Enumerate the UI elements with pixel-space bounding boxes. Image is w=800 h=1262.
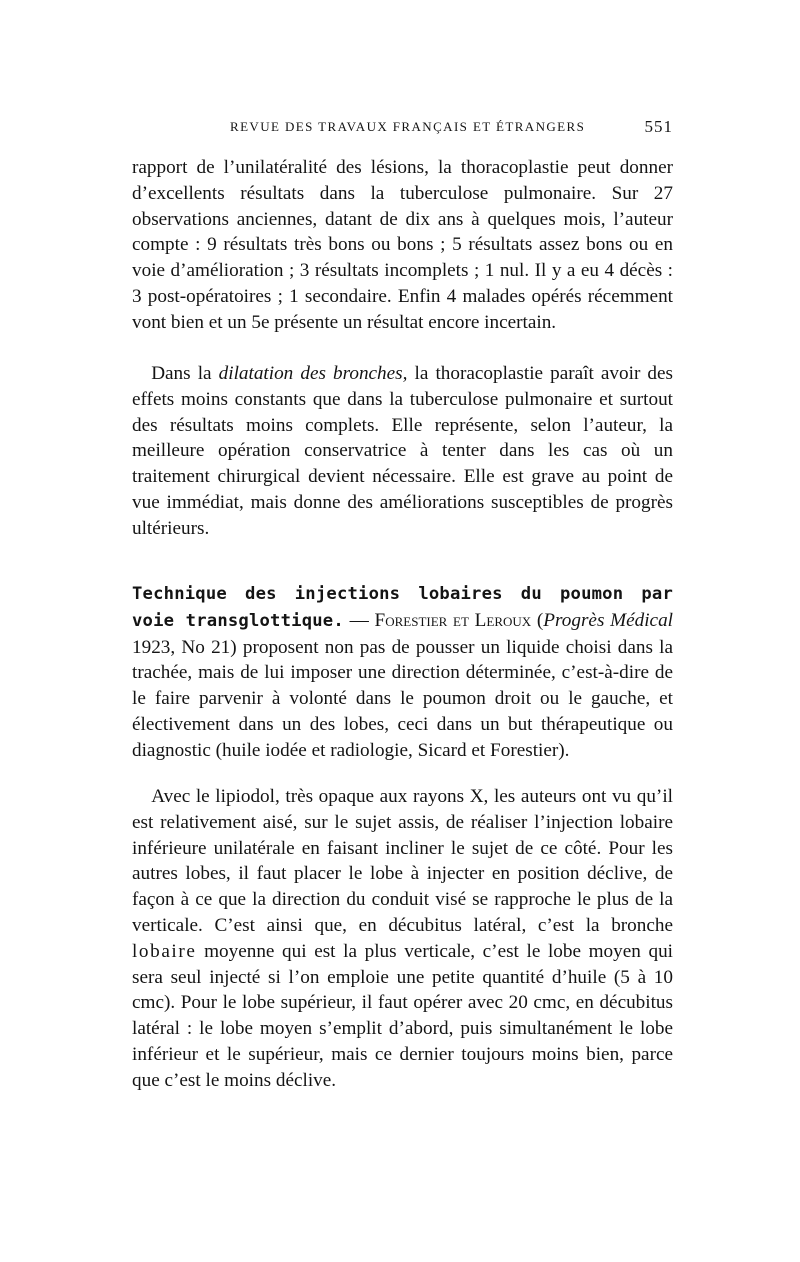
- p3-source-journal: Progrès Médical: [543, 609, 674, 631]
- p2-lead: Dans la: [151, 363, 219, 384]
- p4-body: moyenne qui est la plus verticale, c’est le lobe moyen qui sera seul injecté si l’on emploie une petite quantité d’huile (5 à 10 cmc). Pour le lobe supérieur, il faut opérer avec 20 cmc, en décubitus latéral : le lobe moyen s’emplit d’abord, puis simultanément le lobe inférieur et le supérieur, mais ce dernier toujours moins bien, parce que c’est le moins déclive.: [132, 940, 673, 1091]
- running-head: [132, 119, 673, 139]
- p3-dash: —: [343, 609, 375, 631]
- p3-source-open: (: [531, 609, 544, 631]
- p3-body: 1923, No 21) proposent non pas de pousser un liquide choisi dans la trachée, mais de lui imposer une direction déterminée, c’est-à-dire de le faire parvenir à volonté dans le poumon droit ou le gauche, et électivement dans un des lobes, ceci dans un but thérapeutique ou diagnostic (huile iodée et radiologie, Sicard et Forestier).: [132, 636, 673, 761]
- p3-authors: Forestier et Leroux: [374, 609, 532, 631]
- p2-body: la thoracoplastie paraît avoir des effets moins constants que dans la tuberculose pulmonaire et surtout des résultats moins complets. Elle représente, selon l’auteur, la meilleure opération conservatrice à tenter dans les cas où un traitement chirurgical devient nécessaire. Elle est grave au point de vue immédiat, mais donne des améliorations susceptibles de progrès ultérieurs.: [132, 363, 673, 539]
- paragraph-thoracoplastie-results: rapport de l’unilatéralité des lésions, la thoracoplastie peut donner d’excellents résultats dans la tuberculose pulmonaire. Sur 27 observations anciennes, datant de dix ans à quelques mois, l’auteur compte : 9 résultats très bons ou bons ; 5 résultats assez bons ou en voie d’amélioration ; 3 résultats incomplets ; 1 nul. Il y a eu 4 décès : 3 post-opératoires ; 1 secondaire. Enfin 4 malades opérés récemment vont bien et un 5e présente un résultat encore incertain.: [132, 157, 673, 333]
- paragraph-lipiodol: [132, 784, 673, 1094]
- p2-italic-term: dilatation des bronches,: [218, 363, 408, 384]
- p4-lead: Avec le lipiodol, très opaque aux rayons X, les auteurs ont vu qu’il est relativement aisé, sur le sujet assis, de réaliser l’injection lobaire inférieure unilatérale en faisant incliner le sujet de ce côté. Pour les autres lobes, il faut placer le lobe à injecter en position déclive, de façon à ce que la direction du conduit visé se rapproche le plus de la verticale. C’est ainsi que, en décubitus latéral, c’est la bronche: [132, 786, 673, 936]
- section-heading: Technique des injections lobaires du poumon par voie transglottique.: [132, 584, 673, 631]
- page-number: 551: [644, 117, 673, 136]
- running-head-title: REVUE DES TRAVAUX FRANÇAIS ET ÉTRANGERS: [230, 119, 586, 134]
- paragraph-dilatation-bronches: [132, 361, 673, 542]
- paragraph-technique-injections: [132, 581, 673, 764]
- p4-spaced-word: lobaire: [132, 940, 197, 962]
